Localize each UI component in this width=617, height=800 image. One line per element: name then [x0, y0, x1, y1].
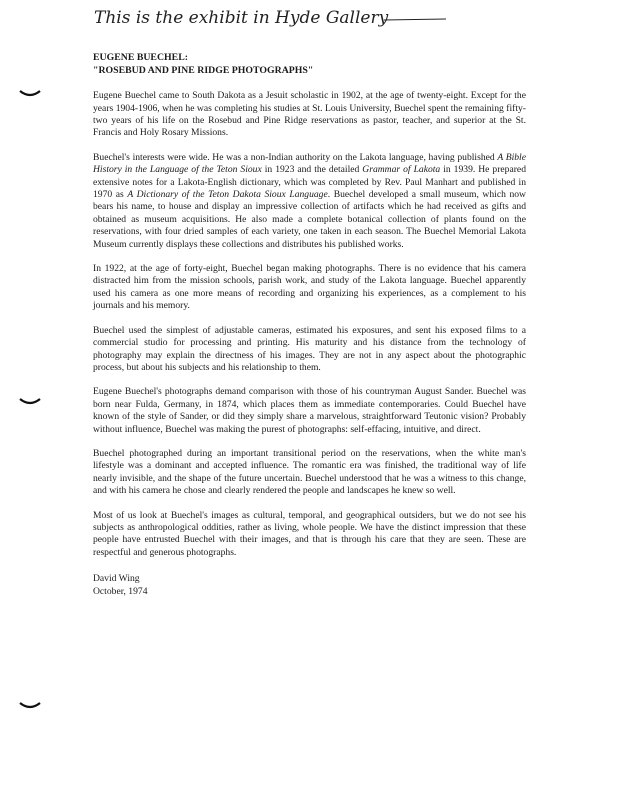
paragraph-4: Buechel used the simplest of adjustable cameras, estimated his exposures, and sent his exposed films to a commercial studio for processing and printing. His maturity and his distance from the technology of photography may explain the directness of his images. They are not in any aspect about the photographic process, but about his subjects and his relationship to them. [93, 324, 526, 373]
book-title-grammar: Grammar of Lakota [362, 164, 441, 176]
signature-block [93, 573, 526, 598]
punch-hole-mark [18, 88, 42, 98]
paragraph-7: Most of us look at Buechel's images as cultural, temporal, and geographical outsiders, but we do not see his subjects as anthropological oddities, rather as living, whole people. We have the distinct impression that these people have entrusted Buechel with their images, and that is through his care that they are seen. These are respectful and generous photographs. [93, 509, 526, 558]
handwritten-note-text: This is the exhibit in Hyde Gallery [94, 8, 389, 28]
paragraph-6: Buechel photographed during an important transitional period on the reservations, when the white man's lifestyle was a dominant and accepted influence. The romantic era was finished, the traditional way of life nearly invisible, and the shape of the future uncertain. Buechel understood that he was a witness to this change, and with his camera he chose and clearly rendered the people and landscapes he knew so well. [93, 447, 526, 497]
paragraph-1: Eugene Buechel came to South Dakota as a Jesuit scholastic in 1902, at the age of twenty-eight. Except for the years 1904-1906, when he was completing his studies at St. Louis University, Buechel spent the remaining fifty-two years of his life on the Rosebud and Pine Ridge reservations as pastor, teacher, and superior at the St. Francis and Holy Rosary Missions. [93, 90, 526, 139]
author-name: David Wing [93, 573, 140, 585]
paragraph-2: Buechel's interests were wide. He was a non-Indian authority on the Lakota language, having published A Bible History in the Language of the Teton Sioux in 1923 and the detailed Grammar of Lakota in 1939. He prepared extensive notes for a Lakota-English dictionary, which was completed by Rev. Paul Manhart and published in 1970 as A Dictionary of the Teton Dakota Sioux Language. Buechel developed a small museum, which now bears his name, to house and display an impressive collection of artifacts which he had received as gifts and obtained as museum acquisitions. He also made a complete botanical collection of plants found on the reservations, with four dried samples of each variety, one taken in each season. The Buechel Memorial Lakota Museum currently displays these collections and distributes his published works. [93, 151, 526, 250]
exhibit-statement [93, 52, 526, 598]
heading-title: EUGENE BUECHEL: [93, 52, 188, 63]
heading-subtitle: "ROSEBUD AND PINE RIDGE PHOTOGRAPHS" [93, 64, 314, 76]
document-date: October, 1974 [93, 585, 148, 597]
punch-hole-mark [18, 396, 42, 406]
handwritten-note [92, 4, 452, 34]
punch-hole-mark [18, 700, 42, 710]
book-title-dictionary: A Dictionary of the Teton Dakota Sioux Language [127, 189, 328, 201]
paragraph-5: Eugene Buechel's photographs demand comparison with those of his countryman August Sander. Buechel was born near Fulda, Germany, in 1874, which places them as immediate contemporaries. Could Buechel have known of the style of Sander, or did they simply share a marvelous, straightforward Teutonic vision? Probably without influence, Buechel was making the purest of photographs: self-effacing, intuitive, and direct. [93, 386, 526, 435]
document-heading [93, 52, 526, 77]
book-title-bible-history: A Bible History in the Language of the Teton Sioux [93, 151, 526, 176]
paragraph-3: In 1922, at the age of forty-eight, Buechel began making photographs. There is no evidence that his camera distracted him from the mission schools, parish work, and study of the Lakota language. Buechel apparently used his camera as one more means of recording and organizing his experiences, as a complement to his journals and his memory. [93, 263, 526, 312]
